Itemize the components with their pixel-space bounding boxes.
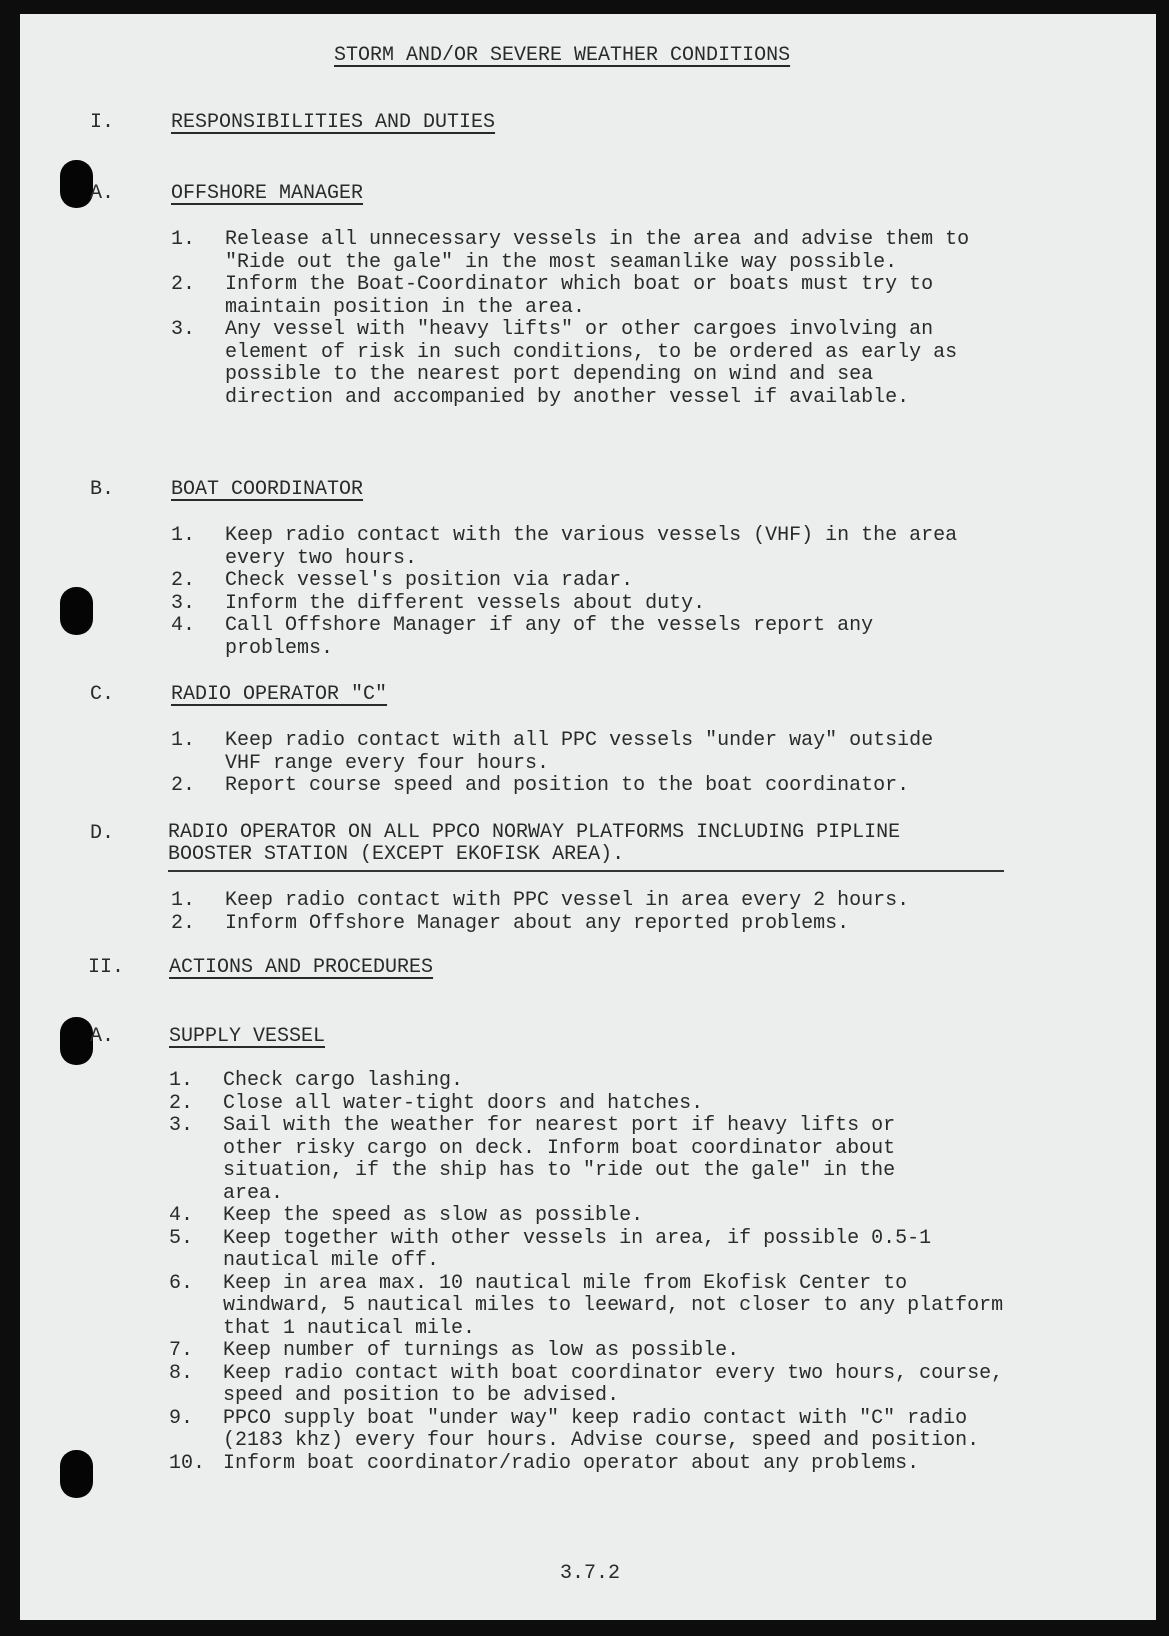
list-item bbox=[169, 1228, 967, 1273]
item-number: 1. bbox=[171, 228, 196, 251]
list-item bbox=[171, 890, 1011, 913]
item-number: 3. bbox=[169, 1114, 194, 1137]
item-text: PPCO supply boat "under way" keep radio contact with "C" radio (2183 khz) every four hours. Advise course, speed and position. bbox=[223, 1406, 980, 1452]
list-item bbox=[171, 570, 971, 593]
list-item bbox=[169, 1115, 967, 1205]
punch-hole-2 bbox=[60, 587, 93, 635]
list-item bbox=[171, 730, 971, 775]
item-number: 2. bbox=[171, 774, 196, 797]
item-number: 4. bbox=[171, 614, 196, 637]
item-number: 2. bbox=[171, 911, 196, 935]
item-number: 8. bbox=[169, 1361, 194, 1385]
item-text: Keep radio contact with boat coordinator every two hours, course, speed and position to be advised. bbox=[223, 1361, 1004, 1407]
item-text: Keep radio contact with PPC vessel in area every 2 hours. bbox=[225, 889, 910, 912]
list-item bbox=[171, 775, 971, 798]
item-number: 1. bbox=[171, 729, 196, 752]
boat-coordinator-list bbox=[171, 525, 971, 660]
subsection-letter: D. bbox=[90, 822, 115, 845]
item-text: Check cargo lashing. bbox=[223, 1069, 464, 1092]
item-number: 7. bbox=[169, 1339, 194, 1362]
list-item bbox=[169, 1408, 1009, 1453]
list-item bbox=[171, 525, 971, 570]
heading-line: RADIO OPERATOR ON ALL PPCO NORWAY PLATFORMS INCLUDING PIPLINE bbox=[168, 821, 901, 844]
item-text: Report course speed and position to the boat coordinator. bbox=[225, 774, 910, 797]
item-text: Keep number of turnings as low as possible. bbox=[223, 1339, 740, 1362]
list-item bbox=[169, 1205, 1009, 1228]
subsection-letter: A. bbox=[90, 1025, 115, 1048]
offshore-manager-list bbox=[171, 229, 971, 409]
section-heading: RESPONSIBILITIES AND DUTIES bbox=[171, 111, 496, 134]
item-text: Sail with the weather for nearest port if heavy lifts or other risky cargo on deck. Inform boat coordinator about situation, if the ship has to "ride out the gale" in the area. bbox=[223, 1114, 896, 1205]
list-item bbox=[171, 274, 971, 319]
list-item bbox=[171, 913, 1011, 936]
item-number: 9. bbox=[169, 1406, 194, 1430]
page-number: 3.7.2 bbox=[560, 1562, 621, 1585]
item-text: Keep radio contact with all PPC vessels "under way" outside VHF range every four hours. bbox=[225, 729, 934, 775]
item-number: 3. bbox=[171, 318, 196, 341]
document-title: STORM AND/OR SEVERE WEATHER CONDITIONS bbox=[334, 44, 791, 67]
radio-operator-c-list bbox=[171, 730, 971, 798]
item-number: 10. bbox=[169, 1451, 206, 1475]
list-item bbox=[171, 319, 971, 409]
subsection-heading: RADIO OPERATOR "C" bbox=[171, 683, 388, 706]
item-text: Call Offshore Manager if any of the vessels report any problems. bbox=[225, 614, 874, 660]
punch-hole-1 bbox=[60, 160, 93, 208]
list-item bbox=[169, 1363, 1009, 1408]
item-number: 1. bbox=[171, 524, 196, 547]
list-item bbox=[171, 593, 971, 616]
section-number: II. bbox=[88, 956, 125, 979]
item-number: 2. bbox=[171, 273, 196, 296]
punch-hole-3 bbox=[60, 1017, 93, 1065]
list-item bbox=[169, 1453, 1009, 1476]
punch-hole-4 bbox=[60, 1450, 93, 1498]
subsection-heading: SUPPLY VESSEL bbox=[169, 1025, 326, 1048]
item-number: 5. bbox=[169, 1226, 194, 1250]
list-item bbox=[169, 1093, 1009, 1116]
heading-line: BOOSTER STATION (EXCEPT EKOFISK AREA). bbox=[168, 843, 625, 866]
item-number: 2. bbox=[169, 1091, 194, 1115]
item-text: Keep radio contact with the various vessels (VHF) in the area every two hours. bbox=[225, 524, 958, 570]
list-item bbox=[169, 1273, 1009, 1341]
item-number: 4. bbox=[169, 1204, 194, 1227]
subsection-letter: C. bbox=[90, 683, 115, 706]
item-number: 1. bbox=[169, 1069, 194, 1092]
item-number: 1. bbox=[171, 889, 196, 912]
item-text: Any vessel with "heavy lifts" or other cargoes involving an element of risk in such conditions, to be ordered as early as possible to the nearest port depending on wind and sea direction and accompanied by another vessel if available. bbox=[225, 318, 958, 409]
section-number: I. bbox=[90, 111, 115, 134]
item-text: Close all water-tight doors and hatches. bbox=[223, 1091, 704, 1115]
subsection-letter: A. bbox=[90, 182, 115, 205]
list-item bbox=[169, 1070, 1009, 1093]
subsection-heading: OFFSHORE MANAGER bbox=[171, 182, 364, 205]
item-text: Keep together with other vessels in area, if possible 0.5-1 nautical mile off. bbox=[223, 1226, 932, 1272]
item-text: Inform boat coordinator/radio operator about any problems. bbox=[223, 1451, 920, 1475]
subsection-letter: B. bbox=[90, 478, 115, 501]
item-text: Release all unnecessary vessels in the area and advise them to "Ride out the gale" in the most seamanlike way possible. bbox=[225, 228, 970, 274]
item-number: 3. bbox=[171, 591, 196, 615]
item-text: Check vessel's position via radar. bbox=[225, 569, 634, 592]
item-text: Keep the speed as slow as possible. bbox=[223, 1204, 644, 1227]
item-number: 6. bbox=[169, 1271, 194, 1295]
section-heading: ACTIONS AND PROCEDURES bbox=[169, 956, 434, 979]
subsection-heading bbox=[168, 822, 1004, 872]
item-text: Inform the different vessels about duty. bbox=[225, 591, 706, 615]
list-item bbox=[171, 615, 971, 660]
radio-operator-platforms-list bbox=[171, 890, 1011, 935]
item-number: 2. bbox=[171, 569, 196, 592]
item-text: Inform the Boat-Coordinator which boat or boats must try to maintain position in the area. bbox=[225, 273, 934, 319]
item-text: Keep in area max. 10 nautical mile from Ekofisk Center to windward, 5 nautical miles to leeward, not closer to any platform that 1 nautical mile. bbox=[223, 1271, 1004, 1340]
list-item bbox=[169, 1340, 1009, 1363]
item-text: Inform Offshore Manager about any reported problems. bbox=[225, 911, 850, 935]
supply-vessel-list bbox=[169, 1070, 1009, 1475]
list-item bbox=[171, 229, 971, 274]
subsection-heading: BOAT COORDINATOR bbox=[171, 478, 364, 501]
